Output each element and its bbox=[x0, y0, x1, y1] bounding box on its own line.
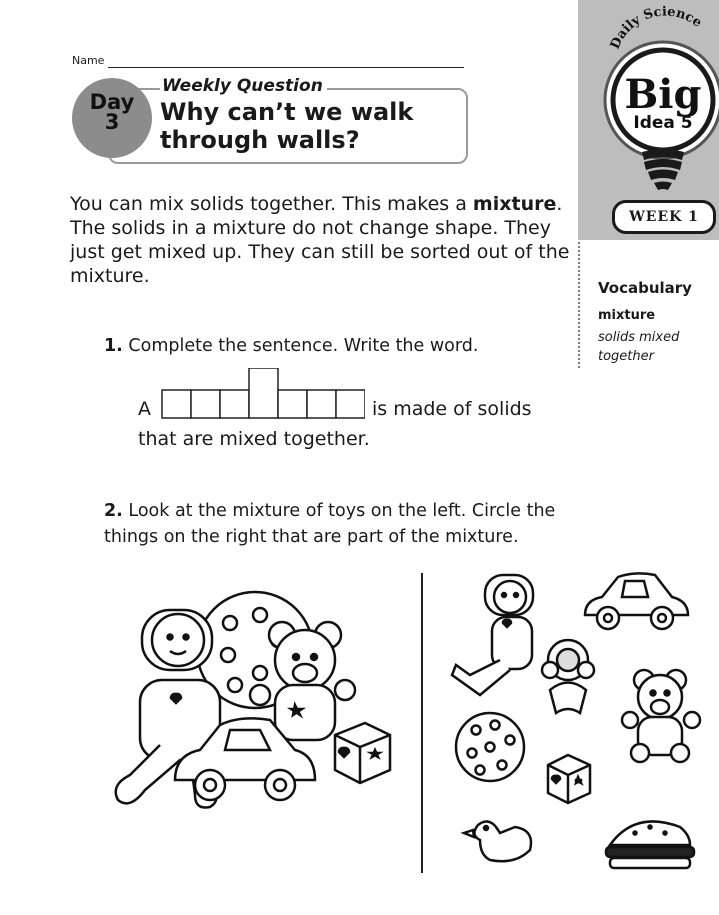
question-2-prompt: Look at the mixture of toys on the left. Circle the things on the right that are part of the mixture. bbox=[104, 501, 556, 547]
toy-choices bbox=[440, 565, 710, 885]
idea-text: Idea 5 bbox=[633, 113, 693, 133]
day-word: Day bbox=[89, 90, 135, 114]
letter-boxes[interactable] bbox=[161, 368, 365, 424]
letter-box[interactable] bbox=[278, 390, 307, 418]
answer-prefix: A bbox=[138, 398, 151, 420]
vocabulary-definition: solids mixed together bbox=[598, 330, 680, 364]
intro-after: . The solids in a mixture do not change shape. They just get mixed up. They can still be sorted out of the mixture. bbox=[70, 193, 570, 287]
hamburger-choice-icon[interactable] bbox=[606, 821, 694, 868]
block-choice-icon[interactable] bbox=[548, 755, 590, 803]
daily-science-arc-text: Daily Science bbox=[607, 4, 705, 52]
doll-choice-icon[interactable] bbox=[452, 575, 533, 695]
letter-box[interactable] bbox=[336, 390, 365, 418]
answer-line-2: that are mixed together. bbox=[138, 428, 370, 450]
weekly-question-label: Weekly Question bbox=[160, 76, 327, 96]
toy-mixture-illustration bbox=[100, 585, 400, 815]
question-2 bbox=[104, 498, 574, 550]
answer-suffix: is made of solids bbox=[372, 398, 532, 420]
intro-before: You can mix solids together. This makes a bbox=[70, 193, 473, 215]
duck-choice-icon[interactable] bbox=[464, 821, 531, 861]
teddy-bear-choice-icon[interactable] bbox=[622, 670, 700, 762]
question-1-number: 1. bbox=[104, 336, 123, 356]
big-idea-bulb-icon bbox=[578, 0, 719, 200]
letter-box[interactable] bbox=[307, 390, 336, 418]
day-number: 3 bbox=[104, 110, 120, 134]
intro-paragraph bbox=[70, 192, 580, 288]
letter-box[interactable] bbox=[162, 390, 191, 418]
letter-box[interactable] bbox=[249, 368, 278, 418]
question-1 bbox=[104, 336, 478, 356]
ball-choice-icon[interactable] bbox=[456, 713, 524, 781]
question-2-number: 2. bbox=[104, 501, 123, 521]
name-field[interactable] bbox=[108, 67, 464, 68]
column-divider bbox=[421, 573, 423, 873]
flower-choice-icon[interactable] bbox=[542, 640, 594, 713]
week-badge: WEEK 1 bbox=[612, 200, 716, 234]
car-choice-icon[interactable] bbox=[585, 573, 688, 629]
weekly-question: Why can’t we walk through walls? bbox=[160, 98, 414, 154]
intro-bold-word: mixture bbox=[472, 193, 557, 215]
big-text: Big bbox=[624, 71, 702, 118]
name-label: Name bbox=[72, 54, 105, 67]
letter-box[interactable] bbox=[191, 390, 220, 418]
letter-box[interactable] bbox=[220, 390, 249, 418]
question-1-prompt: Complete the sentence. Write the word. bbox=[128, 336, 479, 356]
day-label bbox=[72, 92, 152, 132]
block-icon bbox=[335, 723, 390, 783]
vocabulary-title: Vocabulary bbox=[598, 279, 692, 297]
vocabulary-term: mixture bbox=[598, 308, 656, 323]
